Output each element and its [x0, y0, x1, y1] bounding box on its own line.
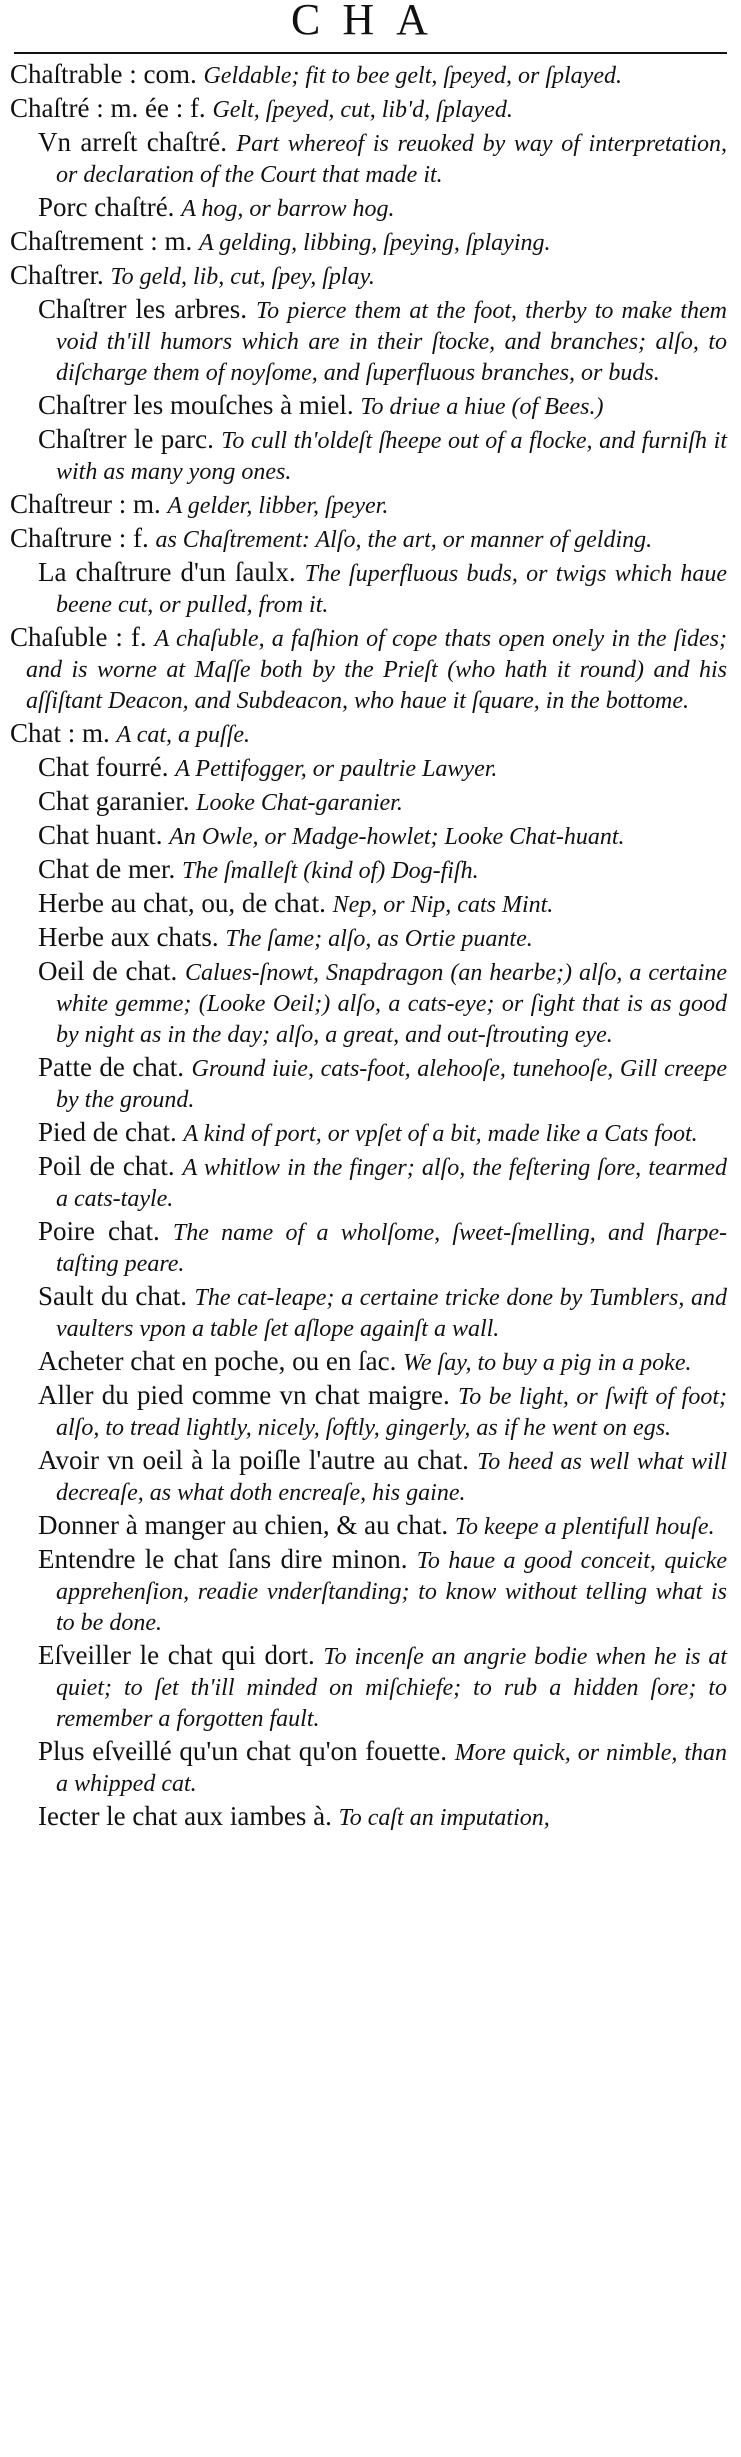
dictionary-entry [10, 1545, 727, 1638]
entry-headword: Avoir vn oeil à la poiſle l'autre au chat. [38, 1445, 469, 1475]
entry-translation: Part whereof is reuoked by way of interpretation, or declaration of the Court that made it. [56, 131, 727, 188]
dictionary-entry [10, 128, 727, 190]
entry-translation: The ſuperfluous buds, or twigs which haue beene cut, or pulled, from it. [56, 561, 727, 618]
header-rule [14, 52, 727, 54]
dictionary-entry [10, 1152, 727, 1214]
entry-translation: Nep, or Nip, cats Mint. [332, 892, 554, 918]
dictionary-entry [10, 787, 727, 818]
entry-headword: Chat garanier. [38, 786, 190, 816]
entry-translation: Calues-ſnowt, Snapdragon (an hearbe;) alſo, a certaine white gemme; (Looke Oeil;) alſo, a cats-eye; or ſight that is as good by night as in the day; alſo, a great, and out-ſtrouting eye. [56, 960, 727, 1048]
entry-headword: Chaſtrement : m. [10, 226, 193, 256]
dictionary-entry [10, 261, 727, 292]
entry-translation: To haue a good conceit, quicke apprehenſion, readie vnderſtanding; to know without telling what is to be done. [56, 1548, 727, 1636]
dictionary-entry [10, 1802, 727, 1833]
entry-translation: Ground iuie, cats-foot, alehooſe, tunehooſe, Gill creepe by the ground. [56, 1056, 728, 1113]
entry-headword: Herbe au chat, ou, de chat. [38, 888, 326, 918]
entry-headword: Chat : m. [10, 718, 110, 748]
entry-headword: Chaſtrer. [10, 260, 104, 290]
entry-headword: Chaſtré : m. ée : f. [10, 93, 206, 123]
entry-headword: Vn arreſt chaſtré. [38, 127, 227, 157]
entry-headword: Oeil de chat. [38, 956, 178, 986]
entry-headword: Acheter chat en poche, ou en ſac. [38, 1346, 397, 1376]
entry-headword: Chat de mer. [38, 854, 176, 884]
entry-translation: A gelding, libbing, ſpeying, ſplaying. [198, 230, 551, 256]
entry-translation: A kind of port, or vpſet of a bit, made like a Cats foot. [183, 1121, 698, 1147]
dictionary-entry [10, 1282, 727, 1344]
entry-translation: The ſmalleſt (kind of) Dog-fiſh. [181, 858, 479, 884]
entry-list [0, 60, 741, 1833]
dictionary-entry [10, 1446, 727, 1508]
page-header: CHA [291, 0, 450, 44]
entry-headword: Patte de chat. [38, 1052, 185, 1082]
entry-headword: Poire chat. [38, 1216, 160, 1246]
dictionary-entry [10, 558, 727, 620]
dictionary-entry [10, 1053, 727, 1115]
entry-headword: Chaſuble : f. [10, 622, 147, 652]
entry-translation: A whitlow in the finger; alſo, the feſtering ſore, tearmed a cats-tayle. [56, 1155, 727, 1212]
entry-headword: Plus eſveillé qu'un chat qu'on fouette. [38, 1736, 447, 1766]
entry-headword: Chaſtrer les arbres. [38, 294, 248, 324]
entry-headword: Poil de chat. [38, 1151, 175, 1181]
dictionary-entry [10, 923, 727, 954]
dictionary-entry [10, 889, 727, 920]
dictionary-entry [10, 490, 727, 521]
dictionary-entry [10, 1641, 727, 1734]
entry-translation: To heed as well what will decreaſe, as what doth encreaſe, his gaine. [56, 1449, 728, 1506]
dictionary-entry [10, 719, 727, 750]
entry-translation: A gelder, libber, ſpeyer. [167, 493, 389, 519]
dictionary-entry [10, 1118, 727, 1149]
entry-headword: Porc chaſtré. [38, 192, 175, 222]
entry-headword: Chat fourré. [38, 752, 169, 782]
dictionary-entry [10, 60, 727, 91]
entry-headword: Entendre le chat ſans dire minon. [38, 1544, 408, 1574]
entry-headword: Pied de chat. [38, 1117, 177, 1147]
dictionary-entry [10, 821, 727, 852]
entry-translation: The name of a wholſome, ſweet-ſmelling, and ſharpe-taſting peare. [56, 1220, 728, 1277]
entry-translation: To pierce them at the foot, therby to make them void th'ill humors which are in their ſtocke, and branches; alſo, to diſcharge them of noyſome, and ſuperfluous branches, or buds. [56, 298, 727, 386]
entry-translation: The cat-leape; a certaine tricke done by Tumblers, and vaulters vpon a table ſet aſlope againſt a wall. [56, 1285, 728, 1342]
entry-headword: La chaſtrure d'un ſaulx. [38, 557, 296, 587]
entry-headword: Chaſtrer le parc. [38, 424, 214, 454]
entry-translation: To caſt an imputation, [338, 1805, 550, 1831]
dictionary-entry [10, 855, 727, 886]
entry-headword: Chaſtreur : m. [10, 489, 161, 519]
entry-headword: Donner à manger au chien, & au chat. [38, 1510, 449, 1540]
entry-translation: The ſame; alſo, as Ortie puante. [225, 926, 533, 952]
dictionary-entry [10, 1347, 727, 1378]
entry-translation: To cull th'oldeſt ſheepe out of a flocke, and furniſh it with as many yong ones. [56, 428, 728, 485]
entry-translation: as Chaſtrement: Alſo, the art, or manner of gelding. [155, 527, 653, 553]
entry-headword: Chaſtrer les mouſches à miel. [38, 390, 354, 420]
entry-translation: To incenſe an angrie bodie when he is at quiet; to ſet th'ill minded on miſchiefe; to rub a hidden ſore; to remember a forgotten fault. [56, 1644, 728, 1732]
entry-translation: More quick, or nimble, than a whipped cat. [56, 1740, 727, 1797]
entry-translation: A cat, a puſſe. [116, 722, 251, 748]
dictionary-entry [10, 1511, 727, 1542]
dictionary-entry [10, 1381, 727, 1443]
dictionary-entry [10, 227, 727, 258]
entry-headword: Aller du pied comme vn chat maigre. [38, 1380, 450, 1410]
entry-headword: Sault du chat. [38, 1281, 188, 1311]
dictionary-entry [10, 193, 727, 224]
entry-headword: Eſveiller le chat qui dort. [38, 1640, 315, 1670]
entry-headword: Chaſtrable : com. [10, 59, 197, 89]
entry-translation: To driue a hiue (of Bees.) [360, 394, 604, 420]
dictionary-entry [10, 94, 727, 125]
dictionary-entry [10, 425, 727, 487]
entry-translation: Geldable; fit to bee gelt, ſpeyed, or ſplayed. [203, 63, 622, 89]
dictionary-entry [10, 295, 727, 388]
entry-translation: Gelt, ſpeyed, cut, lib'd, ſplayed. [212, 97, 513, 123]
entry-translation: To geld, lib, cut, ſpey, ſplay. [110, 264, 375, 290]
entry-translation: An Owle, or Madge-howlet; Looke Chat-huant. [169, 824, 625, 850]
entry-translation: We ſay, to buy a pig in a poke. [403, 1350, 692, 1376]
entry-translation: To be light, or ſwift of foot; alſo, to tread lightly, nicely, ſoftly, gingerly, as if he went on egs. [56, 1384, 728, 1441]
dictionary-entry [10, 1217, 727, 1279]
dictionary-entry [10, 623, 727, 716]
dictionary-entry [10, 524, 727, 555]
entry-translation: A Pettifogger, or paultrie Lawyer. [175, 756, 498, 782]
entry-translation: A chaſuble, a faſhion of cope thats open onely in the ſides; and is worne at Maſſe both by the Prieſt (who hath it round) and his aſſiſtant Deacon, and Subdeacon, who haue it ſquare, in the bottome. [26, 626, 727, 714]
entry-headword: Iecter le chat aux iambes à. [38, 1801, 332, 1831]
entry-headword: Chaſtrure : f. [10, 523, 149, 553]
dictionary-entry [10, 957, 727, 1050]
entry-headword: Herbe aux chats. [38, 922, 219, 952]
dictionary-entry [10, 1737, 727, 1799]
dictionary-entry [10, 391, 727, 422]
entry-translation: To keepe a plentifull houſe. [454, 1514, 715, 1540]
entry-translation: Looke Chat-garanier. [196, 790, 403, 816]
entry-headword: Chat huant. [38, 820, 163, 850]
entry-translation: A hog, or barrow hog. [181, 196, 395, 222]
dictionary-entry [10, 753, 727, 784]
